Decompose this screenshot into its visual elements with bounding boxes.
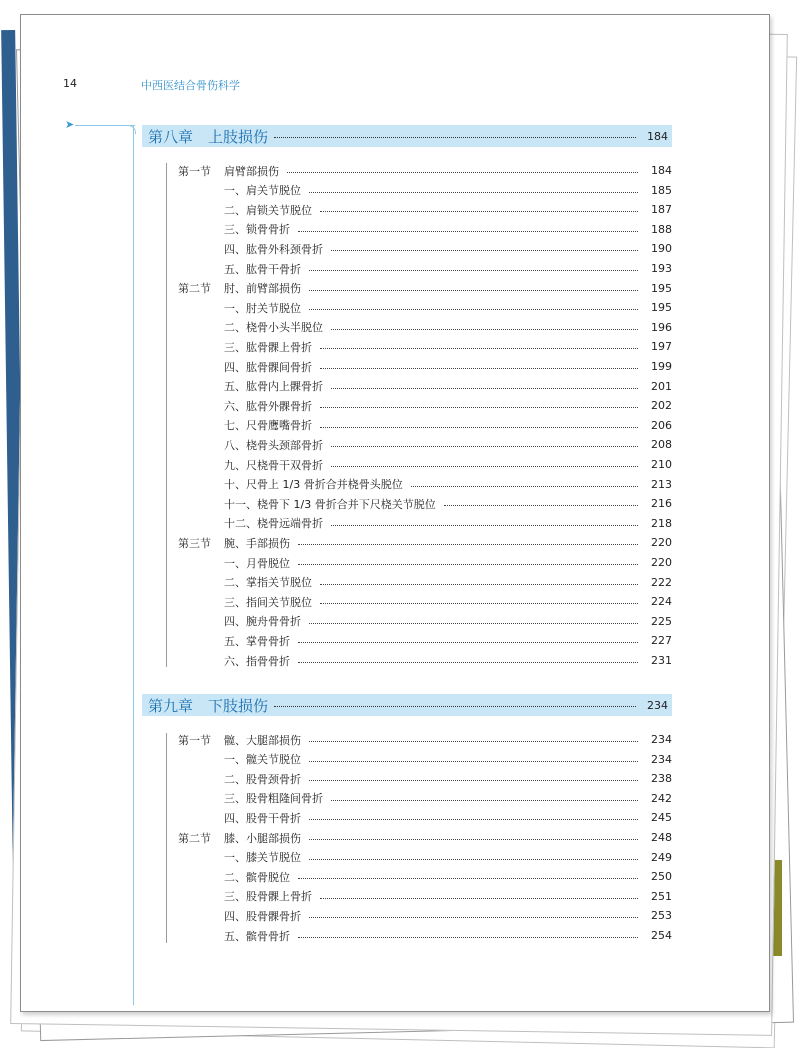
dot-leader	[331, 525, 638, 526]
dot-leader	[309, 290, 638, 291]
toc-entry-row[interactable]	[224, 553, 672, 572]
entry-title: 四、肱骨髁间骨折	[224, 360, 312, 374]
dot-leader	[320, 898, 638, 899]
toc-entry-row[interactable]	[224, 926, 672, 945]
entry-title: 九、尺桡骨干双骨折	[224, 458, 323, 472]
dot-leader	[287, 172, 638, 173]
toc-entry-row[interactable]	[224, 867, 672, 886]
dot-leader	[320, 603, 638, 604]
entry-page: 234	[651, 733, 672, 746]
entry-title: 二、股骨颈骨折	[224, 772, 301, 786]
dot-leader	[309, 270, 638, 271]
dot-leader	[331, 446, 638, 447]
section-bar	[166, 733, 167, 943]
dot-leader	[309, 761, 638, 762]
chapter-page: 234	[647, 698, 668, 712]
entry-page: 222	[651, 575, 672, 589]
entry-title: 四、股骨髁骨折	[224, 909, 301, 923]
dot-leader	[309, 309, 638, 310]
toc-entry-row[interactable]	[224, 298, 672, 317]
toc-entry-row[interactable]	[224, 750, 672, 769]
toc-entry-row[interactable]	[224, 651, 672, 670]
section-title: 髋、大腿部损伤	[224, 733, 301, 747]
toc-entry-row[interactable]	[224, 181, 672, 200]
entry-page: 218	[651, 516, 672, 530]
entry-page: 251	[651, 889, 672, 903]
toc-page	[20, 14, 770, 1012]
entry-page: 213	[651, 477, 672, 491]
entry-page: 210	[651, 458, 672, 471]
section-number: 第二节	[178, 282, 211, 296]
entry-page: 253	[651, 909, 672, 923]
section-bar	[166, 163, 167, 667]
dot-leader	[320, 584, 638, 585]
entry-title: 三、锁骨骨折	[224, 223, 290, 237]
toc-section-row[interactable]	[178, 279, 672, 298]
dot-leader	[298, 642, 638, 643]
toc-entry-row[interactable]	[224, 494, 672, 513]
dot-leader	[331, 250, 638, 251]
entry-title: 一、月骨脱位	[224, 556, 290, 570]
dot-leader	[309, 623, 638, 624]
entry-title: 四、股骨干骨折	[224, 811, 301, 825]
entry-page: 202	[651, 399, 672, 413]
dot-leader	[320, 211, 638, 212]
chapter-title: 第八章 上肢损伤	[148, 127, 269, 146]
entry-title: 十、尺骨上 1/3 骨折合并桡骨头脱位	[224, 478, 403, 492]
toc-section-row[interactable]	[178, 828, 672, 847]
entry-page: 224	[651, 595, 672, 609]
entry-page: 254	[651, 929, 672, 942]
entry-title: 一、肘关节脱位	[224, 301, 301, 315]
entry-page: 184	[651, 164, 672, 177]
entry-page: 199	[651, 360, 672, 373]
toc-entry-row[interactable]	[224, 789, 672, 808]
toc-entry-row[interactable]	[224, 435, 672, 454]
entry-page: 206	[651, 418, 672, 432]
entry-page: 231	[651, 654, 672, 667]
entry-title: 二、髌骨脱位	[224, 870, 290, 884]
toc-entry-row[interactable]	[224, 906, 672, 925]
rule-vertical	[133, 125, 134, 1005]
toc-entry-row[interactable]	[224, 337, 672, 356]
entry-page: 250	[651, 870, 672, 884]
toc-entry-row[interactable]	[224, 200, 672, 219]
toc-entry-row[interactable]	[224, 220, 672, 239]
dot-leader	[331, 329, 638, 330]
entry-title: 六、肱骨外髁骨折	[224, 399, 312, 413]
running-title: 中西医结合骨伤科学	[141, 79, 240, 92]
entry-page: 242	[651, 791, 672, 805]
toc-entry-row[interactable]	[224, 769, 672, 788]
entry-title: 一、髋关节脱位	[224, 753, 301, 767]
toc-entry-row[interactable]	[224, 592, 672, 611]
entry-page: 238	[651, 772, 672, 786]
entry-page: 190	[651, 242, 672, 256]
entry-title: 二、掌指关节脱位	[224, 576, 312, 590]
arrow-ornament-icon: ➤	[65, 118, 75, 131]
entry-title: 三、股骨粗隆间骨折	[224, 792, 323, 806]
entry-page: 234	[651, 752, 672, 766]
entry-title: 二、肩锁关节脱位	[224, 203, 312, 217]
entry-page: 216	[651, 497, 672, 511]
dot-leader	[309, 741, 638, 742]
entry-page: 197	[651, 340, 672, 354]
entry-title: 十一、桡骨下 1/3 骨折合并下尺桡关节脱位	[224, 497, 436, 511]
chapter-page: 184	[647, 129, 668, 143]
dot-leader	[309, 819, 638, 820]
section-number: 第二节	[178, 831, 211, 845]
dot-leader	[309, 839, 638, 840]
rule-corner	[127, 125, 136, 134]
toc-entry-row[interactable]	[224, 514, 672, 533]
page-number: 14	[63, 77, 77, 90]
toc-section-row[interactable]	[178, 730, 672, 749]
section-title: 肘、前臂部损伤	[224, 282, 301, 296]
dot-leader	[298, 544, 638, 545]
entry-page: 187	[651, 203, 672, 217]
section-number: 第一节	[178, 164, 211, 178]
entry-title: 一、肩关节脱位	[224, 184, 301, 198]
toc-entry-row[interactable]	[224, 259, 672, 278]
toc-entry-row[interactable]	[224, 318, 672, 337]
entry-title: 四、腕舟骨骨折	[224, 615, 301, 629]
chapter-title: 第九章 下肢损伤	[148, 696, 269, 715]
dot-leader	[411, 486, 638, 487]
toc-entry-row[interactable]	[224, 239, 672, 258]
toc-entry-row[interactable]	[224, 475, 672, 494]
entry-title: 五、肱骨内上髁骨折	[224, 380, 323, 394]
entry-title: 五、掌骨骨折	[224, 634, 290, 648]
entry-title: 二、桡骨小头半脱位	[224, 321, 323, 335]
chapter-heading[interactable]	[142, 694, 672, 716]
section-title: 腕、手部损伤	[224, 536, 290, 550]
entry-title: 五、髌骨骨折	[224, 929, 290, 943]
entry-page: 227	[651, 634, 672, 648]
entry-page: 249	[651, 850, 672, 864]
dot-leader	[320, 407, 638, 408]
toc-entry-row[interactable]	[224, 808, 672, 827]
dot-leader	[331, 466, 638, 467]
chapter-heading[interactable]	[142, 125, 672, 147]
toc-entry-row[interactable]	[224, 416, 672, 435]
entry-title: 五、肱骨干骨折	[224, 262, 301, 276]
toc-entry-row[interactable]	[224, 887, 672, 906]
toc-entry-row[interactable]	[224, 455, 672, 474]
toc-entry-row[interactable]	[224, 612, 672, 631]
entry-page: 193	[651, 262, 672, 275]
toc-entry-row[interactable]	[224, 848, 672, 867]
entry-page: 185	[651, 183, 672, 197]
entry-page: 208	[651, 438, 672, 452]
dot-leader	[331, 800, 638, 801]
entry-title: 六、指骨骨折	[224, 654, 290, 668]
entry-page: 245	[651, 811, 672, 825]
entry-title: 一、膝关节脱位	[224, 851, 301, 865]
toc-section-row[interactable]	[178, 533, 672, 552]
dot-leader	[298, 564, 638, 565]
dot-leader	[309, 917, 638, 918]
dot-leader	[309, 192, 638, 193]
entry-title: 三、指间关节脱位	[224, 595, 312, 609]
toc-section-row[interactable]	[178, 161, 672, 180]
section-number: 第三节	[178, 536, 211, 550]
dot-leader	[331, 388, 638, 389]
dot-leader	[298, 937, 638, 938]
dot-leader	[320, 348, 638, 349]
entry-page: 201	[651, 379, 672, 393]
entry-page: 220	[651, 536, 672, 550]
entry-page: 196	[651, 320, 672, 334]
section-number: 第一节	[178, 733, 211, 747]
dot-leader	[320, 368, 638, 369]
dot-leader	[298, 231, 638, 232]
dot-leader	[444, 505, 638, 506]
dot-leader	[274, 706, 636, 707]
toc-entry-row[interactable]	[224, 357, 672, 376]
entry-page: 188	[651, 222, 672, 236]
dot-leader	[298, 662, 638, 663]
entry-page: 248	[651, 831, 672, 844]
entry-page: 195	[651, 301, 672, 315]
rule-horizontal	[75, 125, 135, 126]
dot-leader	[309, 859, 638, 860]
section-title: 膝、小腿部损伤	[224, 831, 301, 845]
entry-title: 四、肱骨外科颈骨折	[224, 242, 323, 256]
entry-title: 三、股骨髁上骨折	[224, 890, 312, 904]
toc-entry-row[interactable]	[224, 396, 672, 415]
entry-title: 三、肱骨髁上骨折	[224, 340, 312, 354]
entry-page: 220	[651, 556, 672, 569]
dot-leader	[298, 878, 638, 879]
toc-entry-row[interactable]	[224, 377, 672, 396]
entry-title: 八、桡骨头颈部骨折	[224, 438, 323, 452]
section-title: 肩臂部损伤	[224, 164, 279, 178]
dot-leader	[320, 427, 638, 428]
entry-page: 195	[651, 281, 672, 295]
dot-leader	[274, 137, 636, 138]
entry-title: 七、尺骨鹰嘴骨折	[224, 419, 312, 433]
toc-entry-row[interactable]	[224, 631, 672, 650]
entry-title: 十二、桡骨远端骨折	[224, 517, 323, 531]
dot-leader	[309, 780, 638, 781]
toc-entry-row[interactable]	[224, 573, 672, 592]
entry-page: 225	[651, 614, 672, 628]
